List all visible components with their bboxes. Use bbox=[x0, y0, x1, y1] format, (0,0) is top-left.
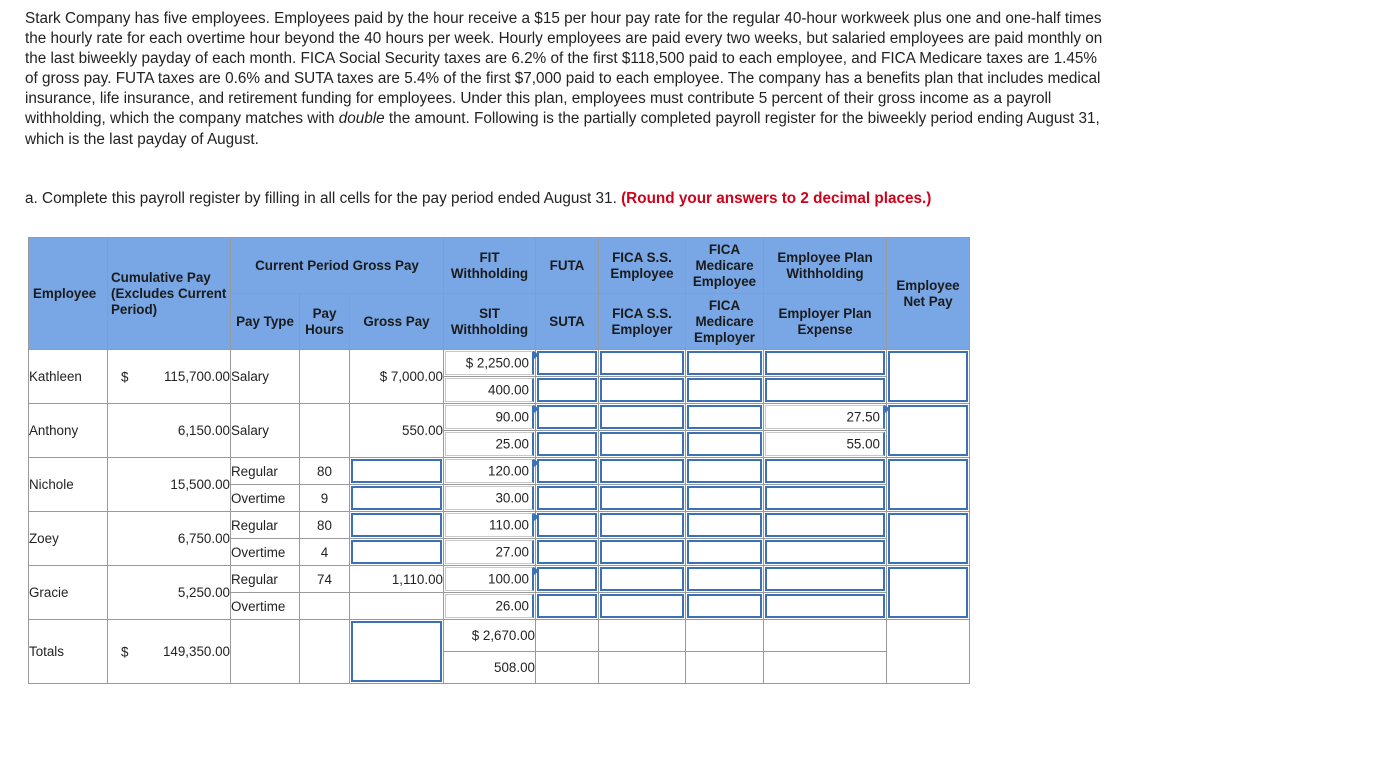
fica-ss-employee-input[interactable] bbox=[599, 458, 686, 485]
employee-plan-withholding-total bbox=[764, 620, 887, 652]
fit-withholding bbox=[444, 404, 536, 431]
fica-medicare-employee-input[interactable] bbox=[686, 566, 764, 593]
pay-type-total bbox=[231, 620, 300, 684]
header-gross-pay: Gross Pay bbox=[350, 294, 444, 350]
sit-withholding bbox=[444, 593, 536, 620]
pay-type-overtime: Overtime bbox=[231, 485, 300, 512]
futa-input[interactable] bbox=[536, 404, 599, 431]
table-row bbox=[29, 404, 970, 431]
question-a bbox=[25, 189, 1225, 209]
header-employee: Employee bbox=[29, 238, 108, 350]
pay-hours-total bbox=[300, 620, 350, 684]
question-text: Complete this payroll register by filling in all cells for the pay period ended August 31. bbox=[37, 190, 622, 207]
header-fica-ss-employee: FICA S.S. Employee bbox=[599, 238, 686, 294]
cumulative-value: 115,700.00 bbox=[163, 369, 230, 384]
header-cumulative-pay: Cumulative Pay (Excludes Current Period) bbox=[108, 238, 231, 350]
gross-pay-regular-input[interactable] bbox=[350, 458, 444, 485]
header-fit: FIT Withholding bbox=[444, 238, 536, 294]
employee-plan-withholding-input[interactable] bbox=[764, 566, 887, 593]
problem-intro bbox=[25, 9, 1105, 150]
suta-input[interactable] bbox=[536, 539, 599, 566]
suta-total bbox=[536, 652, 599, 684]
suta-input[interactable] bbox=[536, 485, 599, 512]
header-pay-type: Pay Type bbox=[231, 294, 300, 350]
sit-value: 30.00 bbox=[495, 490, 529, 506]
net-pay-input[interactable] bbox=[887, 566, 970, 620]
pay-type-regular: Regular bbox=[231, 566, 300, 593]
gross-pay: 550.00 bbox=[350, 404, 444, 458]
fit-value: 90.00 bbox=[495, 409, 529, 425]
futa-total bbox=[536, 620, 599, 652]
payroll-register-table bbox=[28, 237, 970, 684]
employer-plan-expense-input[interactable] bbox=[764, 485, 887, 512]
fica-medicare-employer-total bbox=[686, 652, 764, 684]
sit-value: 25.00 bbox=[495, 436, 529, 452]
fica-ss-employer-total bbox=[599, 652, 686, 684]
employee-plan-withholding bbox=[764, 404, 887, 431]
sit-withholding bbox=[444, 377, 536, 404]
fica-ss-employer-input[interactable] bbox=[599, 539, 686, 566]
pay-hours-regular: 80 bbox=[300, 512, 350, 539]
pay-type-regular: Regular bbox=[231, 458, 300, 485]
currency-symbol: $ bbox=[121, 644, 129, 659]
employee-plan-withholding-input[interactable] bbox=[764, 350, 887, 377]
employee-name: Anthony bbox=[29, 404, 108, 458]
fica-ss-employer-input[interactable] bbox=[599, 377, 686, 404]
net-pay-input[interactable] bbox=[887, 458, 970, 512]
fica-ss-employee-input[interactable] bbox=[599, 512, 686, 539]
cumulative-pay: 15,500.00 bbox=[108, 458, 231, 512]
fica-medicare-employer-input[interactable] bbox=[686, 593, 764, 620]
net-pay-input[interactable] bbox=[887, 512, 970, 566]
fit-withholding bbox=[444, 566, 536, 593]
fit-value: 120.00 bbox=[488, 463, 529, 479]
employer-plan-expense bbox=[764, 431, 887, 458]
pay-hours-regular: 80 bbox=[300, 458, 350, 485]
fica-medicare-employer-input[interactable] bbox=[686, 539, 764, 566]
currency-symbol: $ bbox=[121, 369, 129, 384]
employee-name: Zoey bbox=[29, 512, 108, 566]
header-employee-plan-withholding: Employee Plan Withholding bbox=[764, 238, 887, 294]
employee-plan-withholding-input[interactable] bbox=[764, 512, 887, 539]
totals-row bbox=[29, 620, 970, 652]
cumulative-pay: 6,750.00 bbox=[108, 512, 231, 566]
table-row bbox=[29, 458, 970, 485]
fit-withholding bbox=[444, 512, 536, 539]
net-pay-input[interactable] bbox=[887, 404, 970, 458]
fica-ss-employee-input[interactable] bbox=[599, 566, 686, 593]
fica-ss-employer-input[interactable] bbox=[599, 593, 686, 620]
fica-medicare-employee-input[interactable] bbox=[686, 350, 764, 377]
header-employer-plan-expense: Employer Plan Expense bbox=[764, 294, 887, 350]
employer-plan-expense-input[interactable] bbox=[764, 539, 887, 566]
gross-pay-overtime bbox=[350, 593, 444, 620]
pay-hours bbox=[300, 350, 350, 404]
sit-value: 27.00 bbox=[495, 544, 529, 560]
pay-type-overtime: Overtime bbox=[231, 539, 300, 566]
intro-emphasis: double bbox=[338, 110, 385, 128]
gross-pay-overtime-input[interactable] bbox=[350, 485, 444, 512]
pay-hours-overtime: 9 bbox=[300, 485, 350, 512]
futa-input[interactable] bbox=[536, 350, 599, 377]
employer-plan-expense-total bbox=[764, 652, 887, 684]
cumulative-pay: 5,250.00 bbox=[108, 566, 231, 620]
pay-hours-overtime bbox=[300, 593, 350, 620]
cumulative-pay: 6,150.00 bbox=[108, 404, 231, 458]
pay-type: Salary bbox=[231, 350, 300, 404]
suta-input[interactable] bbox=[536, 377, 599, 404]
employee-plan-withholding-input[interactable] bbox=[764, 458, 887, 485]
pay-hours-regular: 74 bbox=[300, 566, 350, 593]
fica-medicare-employee-input[interactable] bbox=[686, 458, 764, 485]
employer-plan-expense-input[interactable] bbox=[764, 377, 887, 404]
pay-type: Salary bbox=[231, 404, 300, 458]
fit-value: 110.00 bbox=[489, 517, 529, 533]
fica-medicare-employee-total bbox=[686, 620, 764, 652]
fica-ss-employee-total bbox=[599, 620, 686, 652]
employee-name: Nichole bbox=[29, 458, 108, 512]
fit-withholding bbox=[444, 350, 536, 377]
fit-value: 100.00 bbox=[488, 571, 529, 587]
fica-ss-employee-input[interactable] bbox=[599, 404, 686, 431]
header-employee-net-pay: Employee Net Pay bbox=[887, 238, 970, 350]
gross-pay-total-input[interactable] bbox=[350, 620, 444, 684]
fit-total: $ 2,670.00 bbox=[444, 620, 536, 652]
fica-ss-employer-input[interactable] bbox=[599, 485, 686, 512]
pay-hours bbox=[300, 404, 350, 458]
header-fica-medicare-employee: FICA Medicare Employee bbox=[686, 238, 764, 294]
fica-medicare-employer-input[interactable] bbox=[686, 431, 764, 458]
sit-withholding bbox=[444, 431, 536, 458]
fica-ss-employer-input[interactable] bbox=[599, 431, 686, 458]
employer-plan-expense-input[interactable] bbox=[764, 593, 887, 620]
question-label: a. bbox=[25, 190, 38, 207]
cumulative-pay bbox=[108, 350, 231, 404]
pay-type-regular: Regular bbox=[231, 512, 300, 539]
futa-input[interactable] bbox=[536, 458, 599, 485]
fica-medicare-employer-input[interactable] bbox=[686, 485, 764, 512]
sit-withholding bbox=[444, 485, 536, 512]
net-pay-input[interactable] bbox=[887, 350, 970, 404]
pay-type-overtime: Overtime bbox=[231, 593, 300, 620]
table-row bbox=[29, 350, 970, 377]
pay-hours-overtime: 4 bbox=[300, 539, 350, 566]
gross-pay-regular: 1,110.00 bbox=[350, 566, 444, 593]
sit-withholding bbox=[444, 539, 536, 566]
suta-input[interactable] bbox=[536, 593, 599, 620]
fica-medicare-employee-input[interactable] bbox=[686, 404, 764, 431]
net-pay-total bbox=[887, 620, 970, 684]
sit-total: 508.00 bbox=[444, 652, 536, 684]
cumulative-pay-total bbox=[108, 620, 231, 684]
fit-value: $ 2,250.00 bbox=[465, 355, 529, 371]
intro-text-end: the amount. Following is the partially completed payroll register for the biweekly period ending August 31, which is the last payday of August. bbox=[25, 110, 1100, 148]
header-current-gross-pay: Current Period Gross Pay bbox=[231, 238, 444, 294]
header-suta: SUTA bbox=[536, 294, 599, 350]
gross-pay-overtime-input[interactable] bbox=[350, 539, 444, 566]
plan-withholding-value: 27.50 bbox=[846, 409, 880, 425]
fica-ss-employee-input[interactable] bbox=[599, 350, 686, 377]
fit-withholding bbox=[444, 458, 536, 485]
employee-name: Gracie bbox=[29, 566, 108, 620]
intro-text: Stark Company has five employees. Employees paid by the hour receive a $15 per hour pay rate for the regular 40-hour workweek plus one and one-half times the hourly rate for each overtime hour beyond the 40 hours per week. Hourly employees are paid every two weeks, but salaried employees are paid monthly on the last biweekly payday of each month. FICA Social Security taxes are 6.2% of the first $118,500 paid to each employee, and FICA Medicare taxes are 1.45% of gross pay. FUTA taxes are 0.6% and SUTA taxes are 5.4% of the first $7,000 paid to each employee. The company has a benefits plan that includes medical insurance, life insurance, and retirement funding for employees. Under this plan, employees must contribute 5 percent of their gross income as a payroll withholding, which the company matches with bbox=[25, 10, 1103, 128]
suta-input[interactable] bbox=[536, 431, 599, 458]
employee-name: Kathleen bbox=[29, 350, 108, 404]
header-pay-hours: Pay Hours bbox=[300, 294, 350, 350]
table-row bbox=[29, 566, 970, 593]
cumulative-total-value: 149,350.00 bbox=[162, 644, 230, 659]
sit-value: 26.00 bbox=[495, 598, 529, 614]
plan-expense-value: 55.00 bbox=[846, 436, 880, 452]
fica-medicare-employee-input[interactable] bbox=[686, 512, 764, 539]
futa-input[interactable] bbox=[536, 512, 599, 539]
header-fica-ss-employer: FICA S.S. Employer bbox=[599, 294, 686, 350]
gross-pay: $ 7,000.00 bbox=[350, 350, 444, 404]
header-futa: FUTA bbox=[536, 238, 599, 294]
rounding-note: (Round your answers to 2 decimal places.) bbox=[621, 190, 932, 207]
header-fica-medicare-employer: FICA Medicare Employer bbox=[686, 294, 764, 350]
totals-label: Totals bbox=[29, 620, 108, 684]
futa-input[interactable] bbox=[536, 566, 599, 593]
fica-medicare-employer-input[interactable] bbox=[686, 377, 764, 404]
table-row bbox=[29, 512, 970, 539]
sit-value: 400.00 bbox=[488, 382, 529, 398]
gross-pay-regular-input[interactable] bbox=[350, 512, 444, 539]
header-sit: SIT Withholding bbox=[444, 294, 536, 350]
